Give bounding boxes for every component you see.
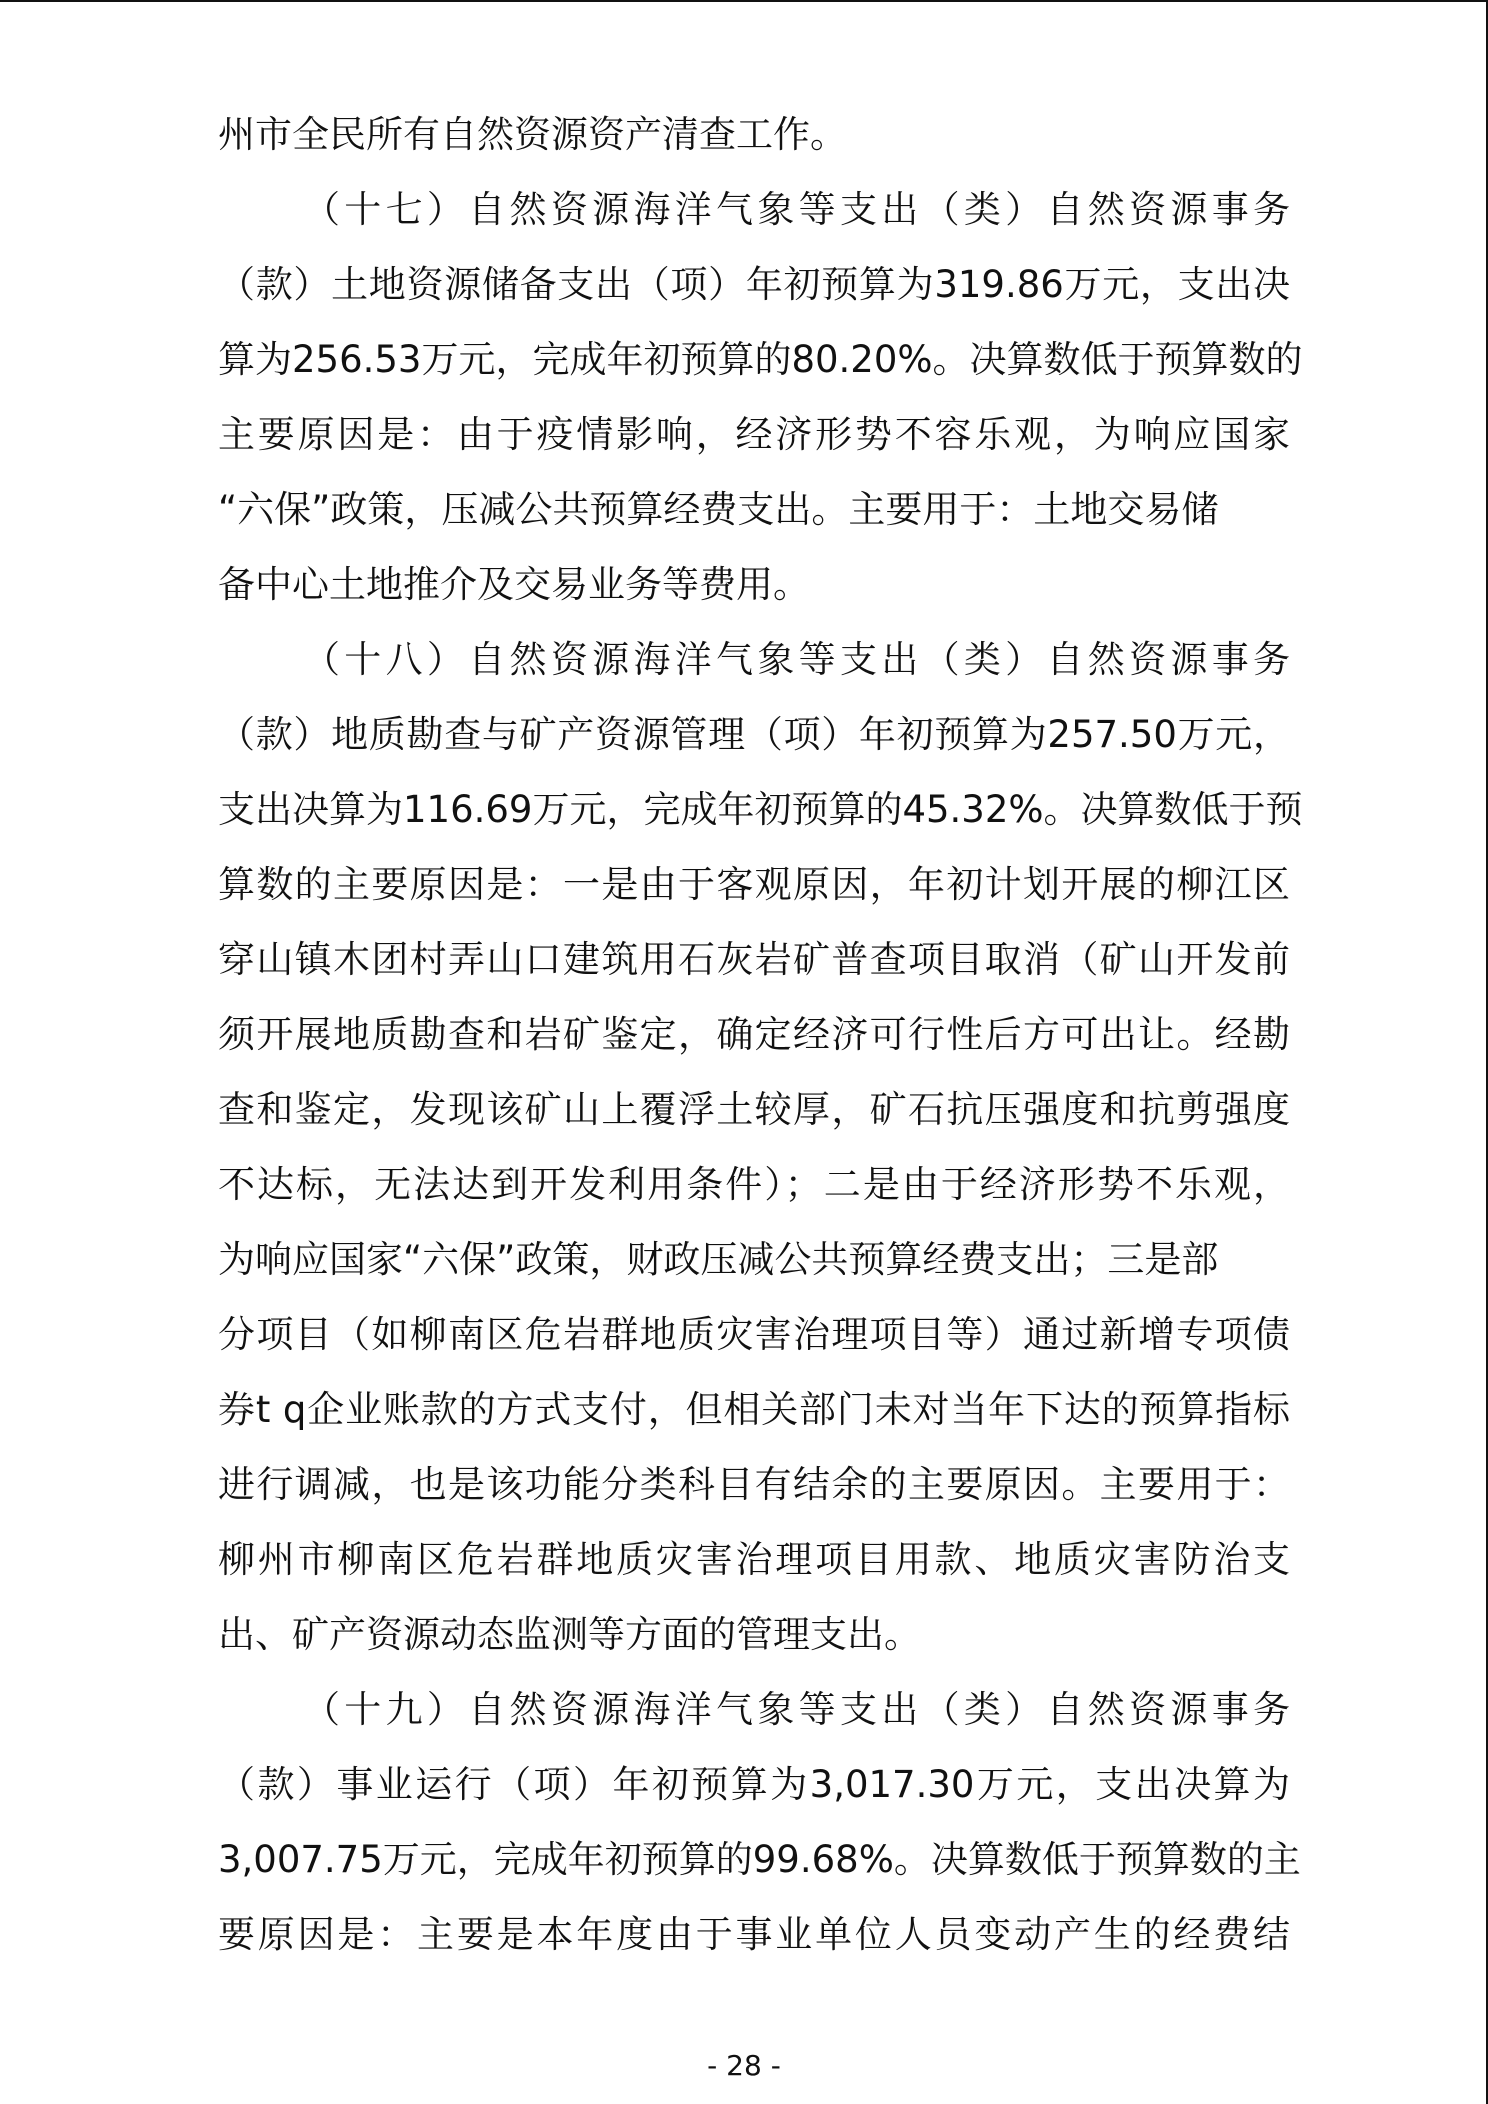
text-line: 备中心土地推介及交易业务等费用。	[218, 563, 810, 606]
text-line: 穿山镇木团村弄山口建筑用石灰岩矿普查项目取消（矿山开发前	[218, 938, 1290, 981]
text-line: 查和鉴定，发现该矿山上覆浮土较厚，矿石抗压强度和抗剪强度	[218, 1088, 1290, 1131]
text-line: 须开展地质勘查和岩矿鉴定，确定经济可行性后方可出让。经勘	[218, 1013, 1290, 1056]
body-text	[218, 97, 1303, 1972]
page-number: - 28 -	[707, 2049, 781, 2082]
section-heading-line: （十九）自然资源海洋气象等支出（类）自然资源事务	[303, 1688, 1290, 1731]
text-line: 不达标，无法达到开发利用条件）；二是由于经济形势不乐观，	[218, 1163, 1290, 1206]
text-line: （款）土地资源储备支出（项）年初预算为319.86万元，支出决	[218, 263, 1290, 306]
text-line: 算数的主要原因是：一是由于客观原因，年初计划开展的柳江区	[218, 863, 1290, 906]
text-line: 柳州市柳南区危岩群地质灾害治理项目用款、地质灾害防治支	[218, 1538, 1290, 1581]
text-line: 进行调减，也是该功能分类科目有结余的主要原因。主要用于：	[218, 1463, 1290, 1506]
text-line: 为响应国家“六保”政策，财政压减公共预算经费支出；三是部	[218, 1238, 1219, 1281]
text-line: 3,007.75万元，完成年初预算的99.68%。决算数低于预算数的主	[218, 1838, 1301, 1881]
text-line: 主要原因是：由于疫情影响，经济形势不容乐观，为响应国家	[218, 413, 1290, 456]
text-line: 券t q企业账款的方式支付，但相关部门未对当年下达的预算指标	[218, 1388, 1290, 1431]
text-line: 支出决算为116.69万元，完成年初预算的45.32%。决算数低于预	[218, 788, 1303, 831]
text-line: （款）事业运行（项）年初预算为3,017.30万元，支出决算为	[218, 1763, 1290, 1806]
text-line: 州市全民所有自然资源资产清查工作。	[218, 113, 847, 156]
section-heading-line: （十七）自然资源海洋气象等支出（类）自然资源事务	[303, 188, 1290, 231]
text-line: 算为256.53万元，完成年初预算的80.20%。决算数低于预算数的	[218, 338, 1303, 381]
text-line: （款）地质勘查与矿产资源管理（项）年初预算为257.50万元，	[218, 713, 1290, 756]
text-line: 要原因是：主要是本年度由于事业单位人员变动产生的经费结	[218, 1913, 1290, 1956]
text-line: 出、矿产资源动态监测等方面的管理支出。	[218, 1613, 921, 1656]
text-line: 分项目（如柳南区危岩群地质灾害治理项目等）通过新增专项债	[218, 1313, 1290, 1356]
text-line: “六保”政策，压减公共预算经费支出。主要用于：土地交易储	[218, 488, 1219, 531]
section-heading-line: （十八）自然资源海洋气象等支出（类）自然资源事务	[303, 638, 1290, 681]
